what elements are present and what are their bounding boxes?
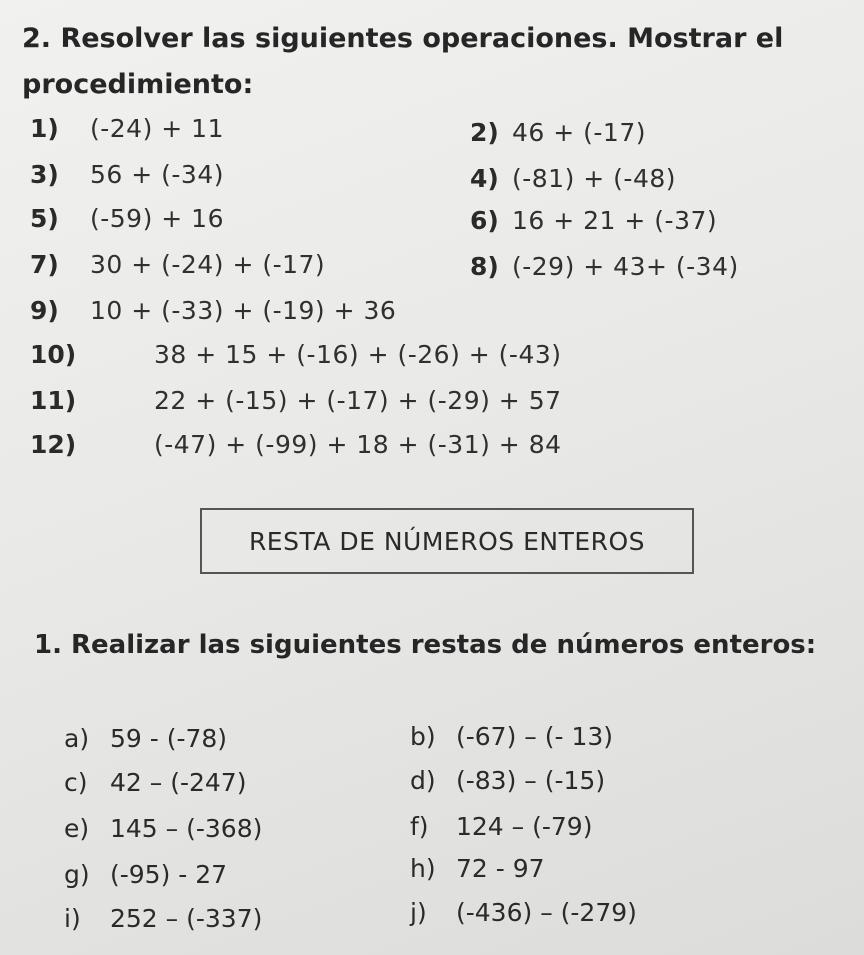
exercise-number: 4) [470, 164, 499, 193]
subtraction-label: h) [410, 854, 436, 883]
exercise-number: 8) [470, 252, 499, 281]
exercise-item [30, 202, 224, 236]
exercise-number: 10) [30, 340, 77, 369]
subtraction-expression: 42 – (-247) [110, 768, 247, 797]
section2-heading-line2: procedimiento: [22, 69, 254, 100]
subtraction-item [410, 764, 605, 798]
section-title: RESTA DE NÚMEROS ENTEROS [248, 526, 646, 556]
exercise-expression: (-24) + 11 [90, 114, 224, 143]
subtraction-label: d) [410, 766, 436, 795]
subtraction-item [410, 810, 592, 844]
subtraction-label: j) [410, 898, 427, 927]
exercise-number: 11) [30, 386, 77, 415]
exercise-expression: 16 + 21 + (-37) [512, 206, 718, 235]
subtraction-item [64, 766, 246, 800]
exercise-item [30, 338, 562, 372]
exercise-expression: 38 + 15 + (-16) + (-26) + (-43) [154, 340, 562, 369]
subtraction-expression: 59 - (-78) [110, 724, 228, 753]
subtraction-item [64, 722, 227, 756]
exercise-expression: 22 + (-15) + (-17) + (-29) + 57 [154, 386, 562, 415]
exercise-item [30, 158, 224, 192]
subtraction-label: c) [64, 768, 88, 797]
section-title-box [200, 508, 694, 574]
subtraction-label: g) [64, 860, 90, 889]
subtraction-expression: 124 – (-79) [456, 812, 593, 841]
subtraction-label: f) [410, 812, 429, 841]
exercise-number: 6) [470, 206, 499, 235]
subtraction-label: b) [410, 722, 436, 751]
exercise-expression: (-29) + 43+ (-34) [512, 252, 739, 281]
subtraction-expression: 72 - 97 [456, 854, 545, 883]
subtraction-item [410, 896, 637, 930]
subtraction-label: e) [64, 814, 90, 843]
exercise-item [470, 162, 676, 196]
subtraction-expression: 145 – (-368) [110, 814, 263, 843]
subtraction-item [410, 852, 545, 886]
section1-heading: 1. Realizar las siguientes restas de números enteros: [34, 630, 817, 660]
exercise-item [470, 250, 739, 284]
exercise-expression: (-47) + (-99) + 18 + (-31) + 84 [154, 430, 562, 459]
exercise-number: 2) [470, 118, 499, 147]
exercise-expression: 30 + (-24) + (-17) [90, 250, 326, 279]
exercise-number: 7) [30, 250, 59, 279]
exercise-item [30, 294, 396, 328]
exercise-expression: 10 + (-33) + (-19) + 36 [90, 296, 397, 325]
exercise-item [30, 428, 562, 462]
exercise-item [30, 112, 224, 146]
exercise-expression: 46 + (-17) [512, 118, 646, 147]
exercise-expression: (-59) + 16 [90, 204, 224, 233]
section2-heading-line1: 2. Resolver las siguientes operaciones. Mostrar el [22, 23, 784, 54]
exercise-number: 5) [30, 204, 59, 233]
exercise-item [470, 116, 646, 150]
subtraction-item [64, 858, 227, 892]
subtraction-expression: (-95) - 27 [110, 860, 228, 889]
exercise-expression: 56 + (-34) [90, 160, 224, 189]
exercise-number: 1) [30, 114, 59, 143]
subtraction-expression: 252 – (-337) [110, 904, 263, 933]
subtraction-item [64, 902, 262, 936]
subtraction-label: a) [64, 724, 90, 753]
exercise-expression: (-81) + (-48) [512, 164, 677, 193]
subtraction-expression: (-436) – (-279) [456, 898, 637, 927]
subtraction-item [410, 720, 613, 754]
subtraction-label: i) [64, 904, 81, 933]
exercise-item [470, 204, 717, 238]
subtraction-expression: (-83) – (-15) [456, 766, 606, 795]
subtraction-item [64, 812, 262, 846]
exercise-item [30, 384, 562, 418]
exercise-number: 12) [30, 430, 77, 459]
exercise-number: 9) [30, 296, 59, 325]
subtraction-expression: (-67) – (- 13) [456, 722, 614, 751]
exercise-number: 3) [30, 160, 59, 189]
exercise-item [30, 248, 325, 282]
